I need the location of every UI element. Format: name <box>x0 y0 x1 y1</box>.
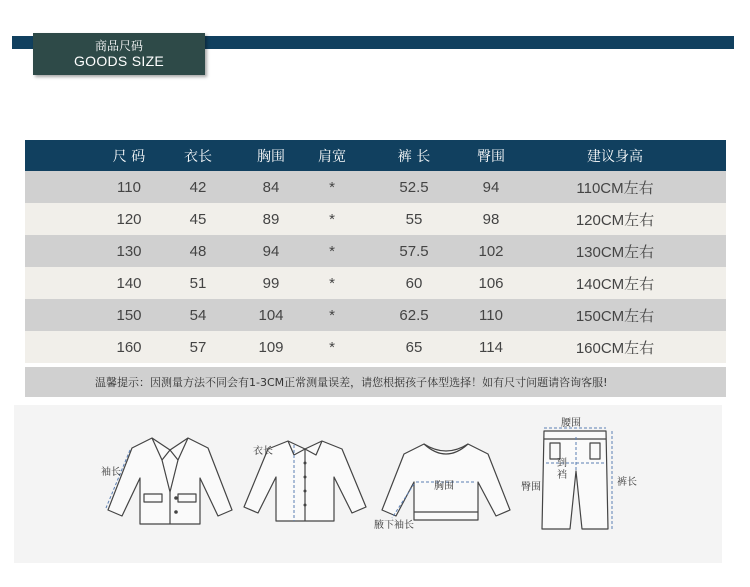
col-header-hip: 臀围 <box>477 148 505 165</box>
table-row <box>25 171 726 203</box>
table-cell: 55 <box>405 210 423 228</box>
table-cell: 99 <box>262 274 280 292</box>
table-cell: 89 <box>262 210 280 228</box>
table-row <box>25 235 726 267</box>
table-cell: 48 <box>189 242 207 260</box>
table-cell: 160CM左右 <box>575 339 655 357</box>
badge-title-en: GOODS SIZE <box>73 53 165 69</box>
table-cell: * <box>329 338 335 356</box>
table-cell: 51 <box>189 274 207 292</box>
table-cell: 94 <box>482 178 500 196</box>
table-cell: 52.5 <box>399 178 429 196</box>
table-row <box>25 203 726 235</box>
col-header-shoulder: 肩宽 <box>318 148 346 165</box>
jacket-diagram <box>104 432 236 532</box>
table-cell: 114 <box>479 338 503 356</box>
measurement-note <box>25 367 726 397</box>
col-header-size: 尺 码 <box>112 148 146 165</box>
table-cell: 98 <box>482 210 500 228</box>
table-cell: * <box>329 178 335 196</box>
table-row <box>25 267 726 299</box>
table-cell: * <box>329 210 335 228</box>
table-cell: 94 <box>262 242 280 260</box>
table-cell: 130CM左右 <box>575 243 655 261</box>
table-cell: 140CM左右 <box>575 275 655 293</box>
table-cell: 130 <box>116 242 142 260</box>
pants-length-label: 裤长 <box>617 477 637 488</box>
sleeve-length-label: 袖长 <box>101 467 121 478</box>
note-text: 温馨提示：因测量方法不同会有1-3CM正常测量误差，请您根据孩子体型选择！如有尺寸问题请咨询客服! <box>95 376 608 389</box>
table-cell: 150 <box>116 306 142 324</box>
col-header-pants-length: 裤 长 <box>397 148 431 165</box>
col-header-length: 衣长 <box>184 148 212 165</box>
rise-label-1: 到 <box>557 458 567 469</box>
badge-title-cn: 商品尺码 <box>94 39 143 53</box>
table-cell: 104 <box>258 306 284 324</box>
table-cell: 110 <box>117 178 141 196</box>
table-cell: 120 <box>116 210 142 228</box>
hip-label: 臀围 <box>521 482 541 493</box>
underarm-sleeve-label: 腋下袖长 <box>374 520 414 531</box>
table-cell: 106 <box>478 274 504 292</box>
pants-diagram <box>530 425 620 533</box>
table-cell: 84 <box>262 178 280 196</box>
rise-label-2: 裆 <box>557 470 567 481</box>
table-header <box>25 140 726 171</box>
chest-label: 胸围 <box>434 481 454 492</box>
table-cell: 110 <box>479 306 503 324</box>
table-cell: 57 <box>189 338 207 356</box>
size-table <box>25 140 726 363</box>
table-cell: 45 <box>189 210 207 228</box>
table-cell: 62.5 <box>399 306 429 324</box>
col-header-height: 建议身高 <box>587 148 643 165</box>
table-cell: * <box>329 306 335 324</box>
table-row <box>25 299 726 331</box>
col-header-chest: 胸围 <box>257 148 285 165</box>
goods-size-badge <box>33 33 205 75</box>
table-cell: 120CM左右 <box>575 211 655 229</box>
table-cell: 102 <box>478 242 504 260</box>
table-cell: 150CM左右 <box>575 307 655 325</box>
table-cell: 54 <box>189 306 207 324</box>
table-cell: 160 <box>116 338 142 356</box>
table-cell: * <box>329 274 335 292</box>
table-cell: * <box>329 242 335 260</box>
table-cell: 110CM左右 <box>576 179 654 197</box>
garment-length-label: 衣长 <box>253 446 273 457</box>
table-cell: 60 <box>405 274 423 292</box>
waist-label: 腰围 <box>561 418 581 429</box>
table-cell: 57.5 <box>399 242 429 260</box>
table-cell: 42 <box>189 178 207 196</box>
table-row <box>25 331 726 363</box>
table-cell: 65 <box>405 338 423 356</box>
table-cell: 109 <box>258 338 284 356</box>
table-cell: 140 <box>116 274 142 292</box>
